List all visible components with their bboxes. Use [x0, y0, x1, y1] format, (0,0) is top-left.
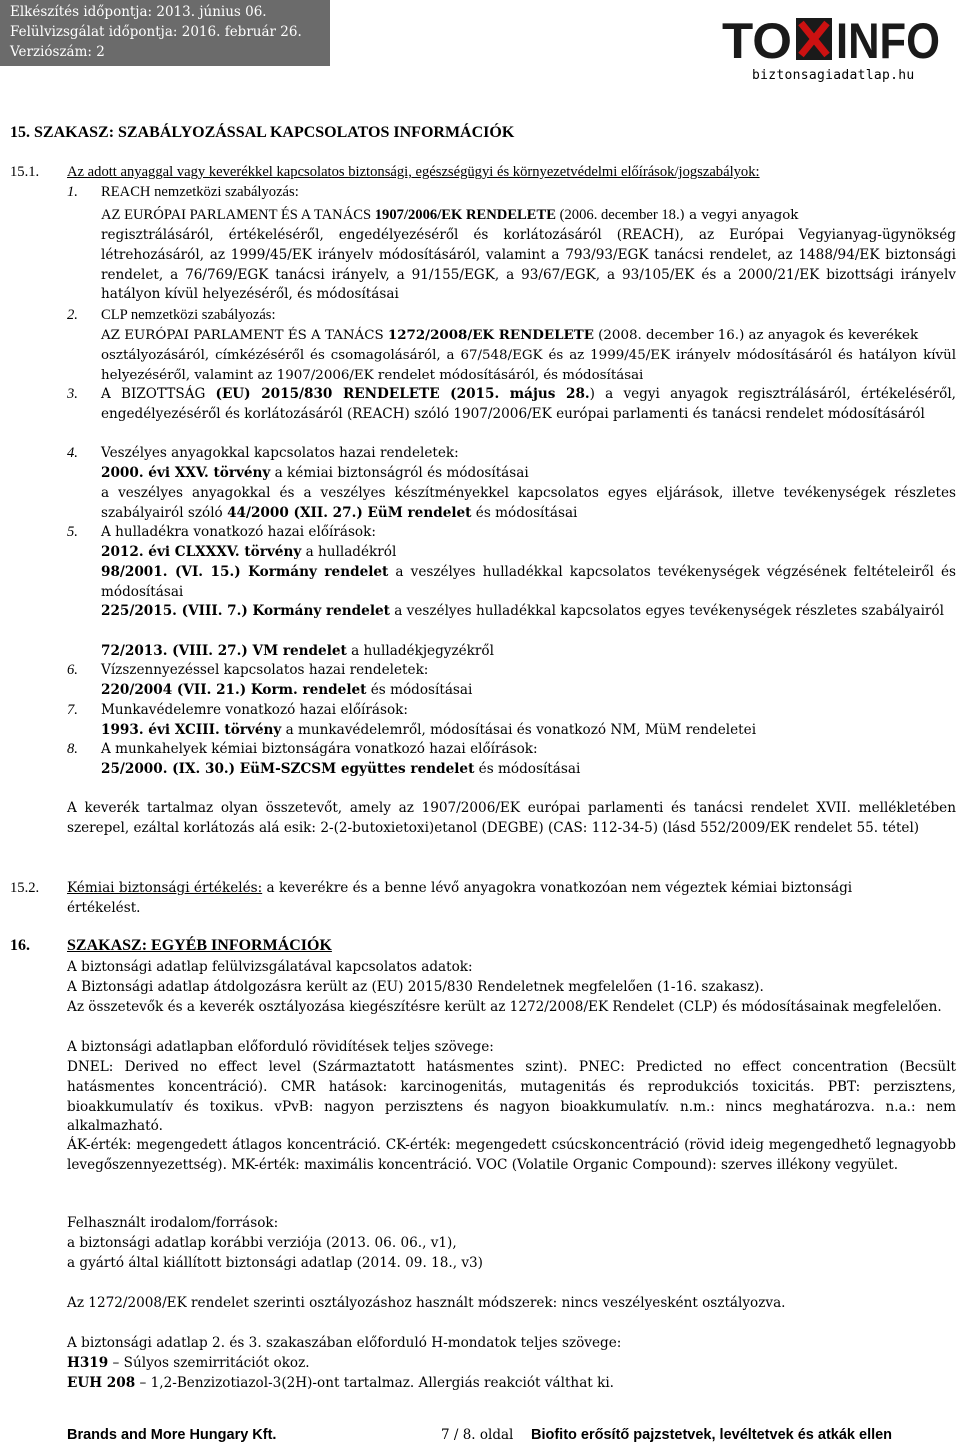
s16-abbreviations-2: ÁK-érték: megengedett átlagos koncentráció. CK-érték: megengedett csúcskoncentráció (rövid ideig megengedhető legnagyobb levegőszennyezettség). MK-érték: maximális koncentráció. VOC (Volatile Organic Compound): szerves illékony vegyület. [67, 1137, 956, 1173]
item-2-rest: osztályozásáról, címkézéséről és csomagolásáról, a 67/548/EGK és az 1999/45/EK irányelv módosításáról és hatályon kívül helyezéséről, valamint az 1907/2006/EK rendelet módosításáról, és módosításai [101, 348, 956, 383]
item-1-part-a: AZ EURÓPAI PARLAMENT ÉS A TANÁCS [101, 207, 375, 223]
item-5-p1-bold: 2012. évi CLXXXV. törvény [101, 544, 302, 560]
logo-text-right: INFO [836, 13, 940, 69]
sub-15-2-number: 15.2. [10, 880, 40, 896]
item-2-part-d: ) az anyagok és keverékek [739, 328, 919, 343]
item-4-p1 [101, 464, 529, 484]
item-5-p2-bold: 98/2001. (VI. 15.) Kormány rendelet [101, 564, 389, 580]
h-statement-2 [67, 1374, 614, 1394]
item-4-p2-tail: és módosításai [471, 504, 578, 521]
item-7-number: 7. [67, 702, 78, 718]
item-2-part-c: (2008. december 16. [593, 328, 740, 343]
item-4-head: Veszélyes anyagokkal kapcsolatos hazai rendeletek: [101, 445, 459, 461]
item-4-p2 [101, 484, 956, 524]
sub-15-1-title: Az adott anyaggal vagy keverékkel kapcsolatos biztonsági, egészségügyi és környezetvédelmi előírások/jogszabályok: [67, 164, 760, 180]
sub-15-2-paragraph [67, 879, 897, 919]
section-16-title: SZAKASZ: EGYÉB INFORMÁCIÓK [67, 937, 332, 954]
section-15-title: 15. SZAKASZ: SZABÁLYOZÁSSAL KAPCSOLATOS INFORMÁCIÓK [10, 124, 515, 141]
sub-15-2-title: Kémiai biztonsági értékelés: [67, 880, 263, 896]
item-5-p1 [101, 543, 396, 563]
item-1-number: 1. [67, 184, 78, 200]
s16-line-3: Az összetevők és a keverék osztályozása kiegészítésre került az 1272/2008/EK Rendelet (CLP) és módosításainak megfelelően. [67, 999, 942, 1015]
item-3-part-a: A BIZOTTSÁG [101, 386, 216, 402]
version-number: Verziószám: 2 [10, 44, 105, 60]
item-8-head: A munkahelyek kémiai biztonságára vonatkozó hazai előírások: [101, 741, 538, 757]
section-16-number: 16. [10, 937, 30, 954]
item-1-part-b: 1907/2006/EK RENDELETE [374, 207, 556, 223]
item-5-p2 [101, 563, 956, 603]
header-meta [10, 2, 302, 62]
item-3-part-c: ) a vegyi anyagok regisztrálásáról, értékeléséről, engedélyezéséről és korlátozásáról (REACH) szóló 1907/2006/EK európai parlamenti és tanácsi rendelet módosításáról [101, 386, 956, 422]
toxinfo-logo [722, 13, 942, 69]
logo-text-left: TO [722, 13, 792, 69]
source-2: a gyártó által kiállított biztonsági adatlap (2014. 09. 18., v3) [67, 1255, 483, 1271]
item-5-p3-text: a veszélyes hulladékkal kapcsolatos egyes tevékenységek részletes szabályairól [389, 603, 944, 619]
s16-line-4: A biztonsági adatlapban előforduló rövidítések teljes szövege: [67, 1039, 494, 1055]
item-6-head: Vízszennyezéssel kapcsolatos hazai rendeletek: [101, 662, 429, 678]
item-7-head: Munkavédelemre vonatkozó hazai előírások: [101, 702, 408, 718]
item-7-p1 [101, 721, 756, 741]
item-4-number: 4. [67, 445, 78, 461]
item-6-number: 6. [67, 662, 78, 678]
item-7-p1-text: a munkavédelemről, módosításai és vonatkozó NM, MüM rendeletei [281, 722, 757, 738]
item-2-number: 2. [67, 307, 78, 323]
item-1-part-d: ) a vegyi anyagok [679, 208, 799, 223]
item-1-part-c: (2006. december 18. [556, 207, 680, 223]
item-2-part-b: 1272/2008/EK RENDELETE [387, 327, 594, 343]
item-5-head: A hulladékra vonatkozó hazai előírások: [101, 524, 376, 540]
item-5-p3 [101, 602, 956, 622]
item-3-part-b: (EU) 2015/830 RENDELETE (2015. május 28. [215, 386, 590, 402]
item-4-p1-text: a kémiai biztonságról és módosításai [270, 465, 529, 481]
page-header [0, 0, 960, 100]
h2-text: – 1,2-Benzizotiazol-3(2H)-ont tartalmaz. Allergiás reakciót válthat ki. [135, 1375, 614, 1391]
item-5-p3-bold: 225/2015. (VIII. 7.) Kormány rendelet [101, 603, 390, 619]
s16-line-1: A biztonsági adatlap felülvizsgálatával kapcsolatos adatok: [67, 959, 473, 975]
h-statements-head: A biztonsági adatlap 2. és 3. szakaszában előforduló H-mondatok teljes szövege: [67, 1335, 622, 1351]
footer-company: Brands and More Hungary Kft. [67, 1427, 277, 1443]
item-2-line1 [101, 326, 956, 346]
created-date: Elkészítés időpontja: 2013. június 06. [10, 4, 267, 20]
item-8-p1-text: és módosításai [474, 761, 581, 777]
item-5-p4-bold: 72/2013. (VIII. 27.) VM rendelet [101, 643, 347, 659]
h1-code: H319 [67, 1355, 109, 1371]
item-5-p4-text: a hulladékjegyzékről [346, 643, 494, 659]
s16-line-2: A Biztonsági adatlap átdolgozásra került az (EU) 2015/830 Rendeletnek megfelelően (1-16. szakasz). [67, 979, 764, 995]
item-3-text [101, 385, 956, 425]
item-4-p2-text: a veszélyes anyagokkal és a veszélyes készítményekkel kapcsolatos egyes eljárások, illetve tevékenységek részletes szabályairól szóló [101, 485, 956, 521]
logo-url: biztonsagiadatlap.hu [752, 68, 915, 83]
h-statement-1 [67, 1354, 310, 1374]
sub-15-2-text: a keverékre és a benne lévő anyagokra vonatkozóan nem végeztek kémiai biztonsági értékelést. [67, 880, 853, 916]
sources-head: Felhasznált irodalom/források: [67, 1215, 279, 1231]
footer-page-number: 7 / 8. oldal [441, 1427, 514, 1443]
footer-product: Biofito erősítő pajzstetvek, levéltetvek és atkák ellen [531, 1427, 893, 1443]
sub-15-1-number: 15.1. [10, 164, 40, 180]
item-1-head: REACH nemzetközi szabályozás: [101, 184, 299, 200]
item-5-number: 5. [67, 524, 78, 540]
item-1-rest: regisztrálásáról, értékeléséről, engedélyezéséről és korlátozásáról (REACH), az Európai Vegyianyag-ügynökség létrehozásáról, az 1999/45/EK irányelv módosításáról, valamint a 793/93/EGK tanácsi rendelet, az 1488/94/EK biztonsági rendelet, a 76/769/EGK tanácsi irányelv, a 91/155/EGK, a 93/67/EGK, a 93/105/EK és a 2000/21/EK bizottsági irányelv hatályon kívül helyezéséről, és módosításai [101, 227, 956, 303]
logo-x-icon [796, 18, 832, 60]
item-8-p1-bold: 25/2000. (IX. 30.) EüM-SZCSM együttes rendelet [101, 761, 475, 777]
classification-method: Az 1272/2008/EK rendelet szerinti osztályozáshoz használt módszerek: nincs veszélyesként osztályozva. [67, 1295, 786, 1311]
item-4-p2-bold: 44/2000 (XII. 27.) EüM rendelet [227, 504, 472, 521]
item-5-p4 [101, 642, 494, 662]
item-8-number: 8. [67, 741, 78, 757]
item-1-line1 [101, 206, 956, 226]
restriction-paragraph: A keverék tartalmaz olyan összetevőt, amely az 1907/2006/EK európai parlamenti és tanácsi rendelet XVII. mellékletében szerepel, ezáltal korlátozás alá esik: 2-(2-butoxietoxi)etanol (DEGBE) (CAS: 112-34-5) (lásd 552/2009/EK rendelet 55. tétel) [67, 800, 956, 836]
item-6-p1 [101, 681, 472, 701]
item-6-p1-bold: 220/2004 (VII. 21.) Korm. rendelet [101, 682, 367, 698]
revised-date: Felülvizsgálat időpontja: 2016. február 26. [10, 24, 302, 40]
h2-code: EUH 208 [67, 1375, 136, 1391]
item-2-head: CLP nemzetközi szabályozás: [101, 307, 276, 323]
item-4-p1-bold: 2000. évi XXV. törvény [101, 465, 271, 481]
item-2-part-a: AZ EURÓPAI PARLAMENT ÉS A TANÁCS [101, 328, 388, 343]
item-3-number: 3. [67, 386, 78, 402]
s16-abbreviations-1: DNEL: Derived no effect level (Származtatott hatásmentes szint). PNEC: Predicted no effect concentration (Becsült hatásmentes koncentráció). CMR hatások: karcinogenitás, mutagenitás és reprodukciós toxicitás. PBT: perzisztens, bioakkumulatív és toxikus. vPvB: nagyon perzisztens és nagyon bioakkumulatív. n.m.: nincs meghatározva. n.a.: nem alkalmazható. [67, 1059, 956, 1135]
source-1: a biztonsági adatlap korábbi verziója (2013. 06. 06., v1), [67, 1235, 457, 1251]
item-7-p1-bold: 1993. évi XCIII. törvény [101, 722, 282, 738]
item-5-p1-text: a hulladékról [301, 544, 397, 560]
item-8-p1 [101, 760, 580, 780]
h1-text: – Súlyos szemirritációt okoz. [108, 1355, 310, 1371]
item-5-p2-text: a veszélyes hulladékkal kapcsolatos tevékenységek végzésének feltételeiről és módosításai [101, 564, 956, 600]
item-6-p1-text: és módosításai [366, 682, 473, 698]
